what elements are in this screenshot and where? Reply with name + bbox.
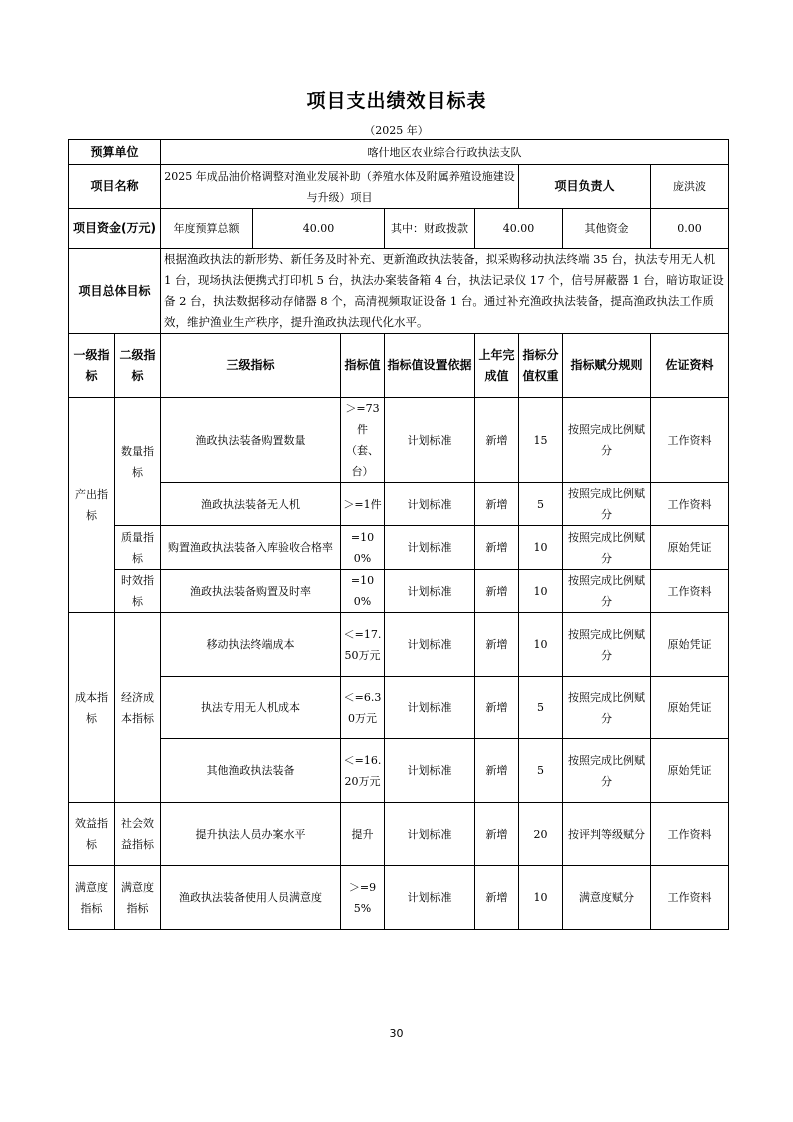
rule-cell: 按照完成比例赋分: [563, 739, 651, 803]
evidence-cell: 原始凭证: [651, 613, 729, 677]
weight-cell: 5: [519, 739, 563, 803]
l3-cell: 提升执法人员办案水平: [161, 803, 341, 866]
performance-table: [68, 139, 729, 930]
group-quality: 质量指标: [115, 526, 161, 570]
evidence-cell: 原始凭证: [651, 526, 729, 570]
value-cell: ＜=16.20万元: [341, 739, 385, 803]
group-satisfaction: 满意度指标: [69, 866, 115, 930]
last-year-cell: 新增: [475, 570, 519, 613]
header-basis: 指标值设置依据: [385, 334, 475, 398]
basis-cell: 计划标准: [385, 483, 475, 526]
goal-value: 根据渔政执法的新形势、新任务及时补充、更新渔政执法装备，拟采购移动执法终端 35 台，执法专用无人机 1 台，现场执法便携式打印机 5 台，执法办案装备箱 4 台，执法记录仪 17 个，信号屏蔽器 1 台，暗访取证设备 2 台，执法数据移动存储器 8 个，高清视频取证设备 1 台。通过补充渔政执法装备，提高渔政执法工作质效，维护渔业生产秩序，提升渔政执法现代化水平。: [161, 249, 729, 334]
evidence-cell: 原始凭证: [651, 677, 729, 739]
evidence-cell: 工作资料: [651, 803, 729, 866]
evidence-cell: 工作资料: [651, 866, 729, 930]
l3-cell: 渔政执法装备使用人员满意度: [161, 866, 341, 930]
group-satisfaction-level2: 满意度指标: [115, 866, 161, 930]
last-year-cell: 新增: [475, 398, 519, 483]
l3-cell: 渔政执法装备无人机: [161, 483, 341, 526]
weight-cell: 5: [519, 677, 563, 739]
project-name-label: 项目名称: [69, 165, 161, 209]
weight-cell: 5: [519, 483, 563, 526]
group-cost: 成本指标: [69, 613, 115, 803]
basis-cell: 计划标准: [385, 398, 475, 483]
table-row: [69, 677, 729, 739]
rule-cell: 按照完成比例赋分: [563, 398, 651, 483]
value-cell: =100%: [341, 526, 385, 570]
table-row: [69, 570, 729, 613]
last-year-cell: 新增: [475, 803, 519, 866]
l3-cell: 购置渔政执法装备入库验收合格率: [161, 526, 341, 570]
basis-cell: 计划标准: [385, 613, 475, 677]
project-name-value: 2025 年成品油价格调整对渔业发展补助（养殖水体及附属养殖设施建设与升级）项目: [161, 165, 519, 209]
table-row: [69, 483, 729, 526]
l3-cell: 执法专用无人机成本: [161, 677, 341, 739]
basis-cell: 计划标准: [385, 803, 475, 866]
value-cell: ＞=1件: [341, 483, 385, 526]
budget-unit-label: 预算单位: [69, 140, 161, 165]
evidence-cell: 原始凭证: [651, 739, 729, 803]
rule-cell: 按照完成比例赋分: [563, 483, 651, 526]
last-year-cell: 新增: [475, 866, 519, 930]
group-benefit: 效益指标: [69, 803, 115, 866]
weight-cell: 20: [519, 803, 563, 866]
header-row: [69, 334, 729, 398]
table-row: [69, 398, 729, 483]
rule-cell: 按照完成比例赋分: [563, 677, 651, 739]
value-cell: ＜=6.30万元: [341, 677, 385, 739]
other-funds-label: 其他资金: [563, 209, 651, 249]
year-label: （2025 年）: [364, 124, 429, 137]
value-cell: ＞=95%: [341, 866, 385, 930]
budget-unit-value: 喀什地区农业综合行政执法支队: [161, 140, 729, 165]
header-level3: 三级指标: [161, 334, 341, 398]
evidence-cell: 工作资料: [651, 483, 729, 526]
table-row: [69, 803, 729, 866]
weight-cell: 10: [519, 866, 563, 930]
header-rule: 指标赋分规则: [563, 334, 651, 398]
header-value: 指标值: [341, 334, 385, 398]
weight-cell: 10: [519, 526, 563, 570]
l3-cell: 渔政执法装备购置及时率: [161, 570, 341, 613]
weight-cell: 10: [519, 613, 563, 677]
group-economic-cost: 经济成本指标: [115, 613, 161, 803]
group-quantity: 数量指标: [115, 398, 161, 526]
funds-row: [69, 209, 729, 249]
value-cell: =100%: [341, 570, 385, 613]
weight-cell: 10: [519, 570, 563, 613]
l3-cell: 移动执法终端成本: [161, 613, 341, 677]
manager-value: 庞洪波: [651, 165, 729, 209]
project-name-row: [69, 165, 729, 209]
table-row: [69, 613, 729, 677]
last-year-cell: 新增: [475, 483, 519, 526]
rule-cell: 按评判等级赋分: [563, 803, 651, 866]
page-title: 项目支出绩效目标表: [306, 90, 487, 112]
table-row: [69, 739, 729, 803]
rule-cell: 按照完成比例赋分: [563, 526, 651, 570]
table-row: [69, 866, 729, 930]
evidence-cell: 工作资料: [651, 398, 729, 483]
group-timeliness: 时效指标: [115, 570, 161, 613]
annual-budget-value: 40.00: [253, 209, 385, 249]
funds-label: 项目资金(万元): [69, 209, 161, 249]
weight-cell: 15: [519, 398, 563, 483]
basis-cell: 计划标准: [385, 866, 475, 930]
basis-cell: 计划标准: [385, 677, 475, 739]
value-cell: ＜=17.50万元: [341, 613, 385, 677]
rule-cell: 按照完成比例赋分: [563, 570, 651, 613]
basis-cell: 计划标准: [385, 570, 475, 613]
goal-label: 项目总体目标: [69, 249, 161, 334]
goal-row: [69, 249, 729, 334]
value-cell: 提升: [341, 803, 385, 866]
group-output: 产出指标: [69, 398, 115, 613]
value-cell: ＞=73件（套、台）: [341, 398, 385, 483]
group-social-benefit: 社会效益指标: [115, 803, 161, 866]
fiscal-label: 其中：财政拨款: [385, 209, 475, 249]
l3-cell: 渔政执法装备购置数量: [161, 398, 341, 483]
last-year-cell: 新增: [475, 526, 519, 570]
page-number: 30: [389, 1027, 404, 1040]
evidence-cell: 工作资料: [651, 570, 729, 613]
basis-cell: 计划标准: [385, 739, 475, 803]
last-year-cell: 新增: [475, 613, 519, 677]
basis-cell: 计划标准: [385, 526, 475, 570]
annual-budget-label: 年度预算总额: [161, 209, 253, 249]
header-evidence: 佐证资料: [651, 334, 729, 398]
rule-cell: 满意度赋分: [563, 866, 651, 930]
l3-cell: 其他渔政执法装备: [161, 739, 341, 803]
last-year-cell: 新增: [475, 677, 519, 739]
manager-label: 项目负责人: [519, 165, 651, 209]
header-level2: 二级指标: [115, 334, 161, 398]
fiscal-value: 40.00: [475, 209, 563, 249]
header-last-year: 上年完成值: [475, 334, 519, 398]
rule-cell: 按照完成比例赋分: [563, 613, 651, 677]
header-level1: 一级指标: [69, 334, 115, 398]
last-year-cell: 新增: [475, 739, 519, 803]
header-weight: 指标分值权重: [519, 334, 563, 398]
table-row: [69, 526, 729, 570]
budget-unit-row: [69, 140, 729, 165]
other-funds-value: 0.00: [651, 209, 729, 249]
